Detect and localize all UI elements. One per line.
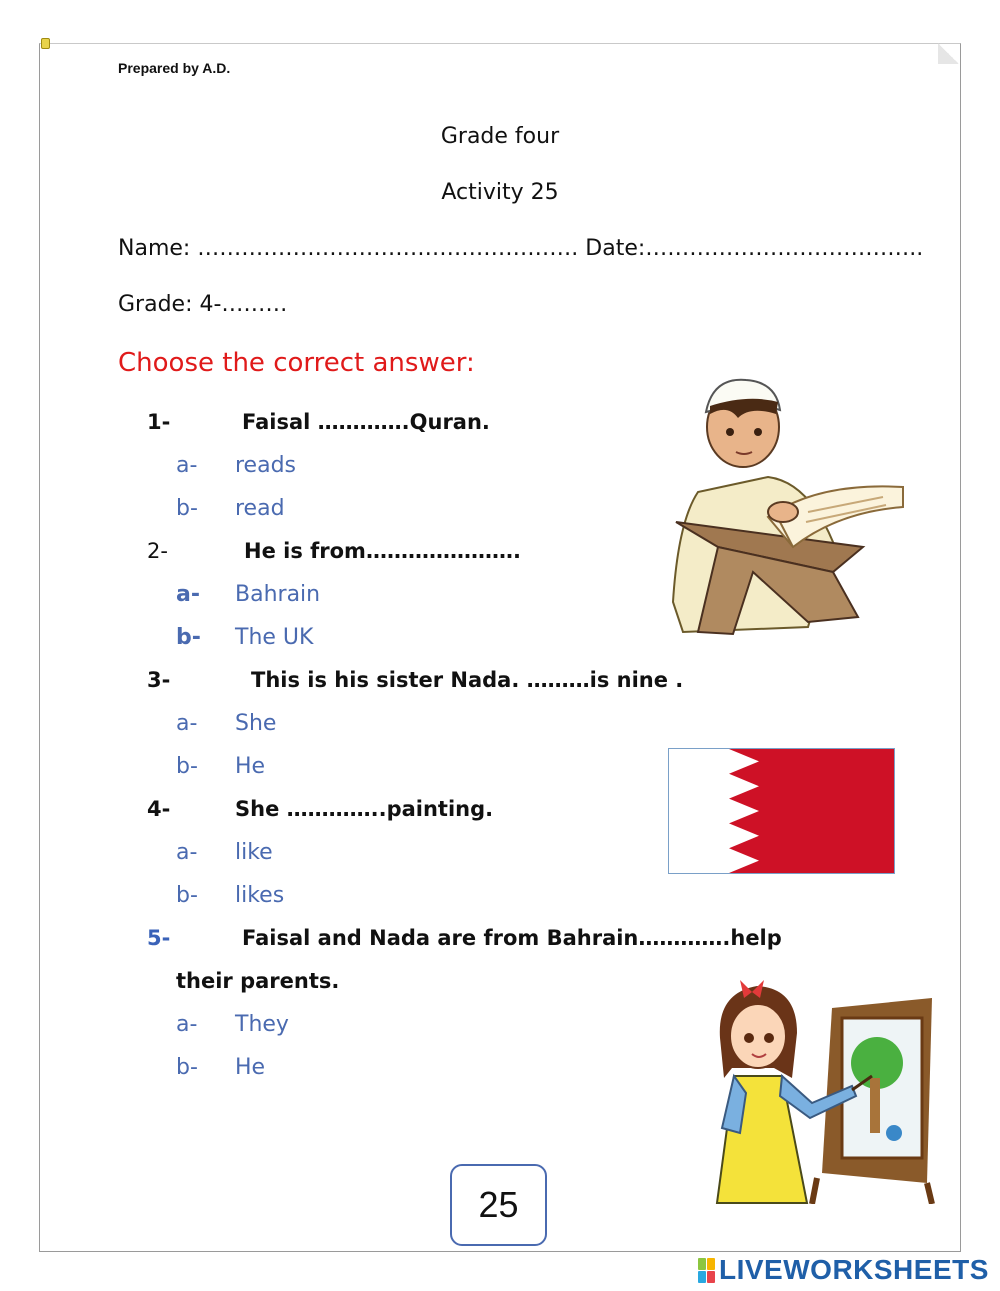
question-text: She …………..painting. — [235, 797, 494, 821]
question-number: 2- — [147, 539, 168, 563]
option-letter: a- — [176, 840, 198, 865]
option-4a[interactable] — [176, 840, 273, 865]
option-letter: b- — [176, 625, 201, 650]
question-number: 5- — [147, 926, 171, 950]
option-letter: a- — [176, 582, 200, 607]
option-text: read — [235, 496, 285, 521]
option-3b[interactable] — [176, 754, 265, 779]
question-2 — [147, 539, 521, 563]
brand-name: LIVEWORKSHEETS — [719, 1254, 989, 1285]
question-text: This is his sister Nada. ………is nine . — [251, 668, 684, 692]
logo-mark-icon — [698, 1258, 715, 1283]
option-text: like — [235, 840, 273, 865]
option-letter: b- — [176, 1055, 198, 1080]
instruction: Choose the correct answer: — [118, 348, 475, 378]
question-5-continued: their parents. — [176, 969, 340, 993]
prepared-by: Prepared by A.D. — [118, 60, 231, 76]
option-text: She — [235, 711, 277, 736]
question-3 — [147, 668, 683, 692]
question-number: 1- — [147, 410, 171, 434]
grade-field[interactable]: Grade: 4-……… — [118, 292, 288, 317]
activity-title: Activity 25 — [441, 180, 559, 205]
grade-title: Grade four — [440, 124, 560, 149]
option-4b[interactable] — [176, 883, 284, 908]
option-text: likes — [235, 883, 285, 908]
option-letter: b- — [176, 754, 198, 779]
option-text: They — [235, 1012, 289, 1037]
option-text: Bahrain — [235, 582, 321, 607]
question-text: Faisal ………….Quran. — [242, 410, 490, 434]
question-number: 4- — [147, 797, 171, 821]
option-5b[interactable] — [176, 1055, 265, 1080]
question-text: He is from…………………. — [244, 539, 521, 563]
liveworksheets-logo[interactable] — [698, 1255, 989, 1285]
option-5a[interactable] — [176, 1012, 289, 1037]
question-1 — [147, 410, 490, 434]
option-text: The UK — [235, 625, 314, 650]
question-number: 3- — [147, 668, 171, 692]
girl-painting-illustration — [712, 968, 941, 1204]
page-fold — [938, 43, 959, 64]
option-letter: b- — [176, 496, 198, 521]
option-3a[interactable] — [176, 711, 276, 736]
option-text: reads — [235, 453, 297, 478]
boy-reading-illustration — [658, 372, 914, 650]
option-letter: a- — [176, 711, 198, 736]
option-2b[interactable] — [176, 625, 313, 650]
option-2a[interactable] — [176, 582, 320, 607]
question-4 — [147, 797, 493, 821]
pin-icon — [41, 38, 50, 49]
option-text: He — [235, 754, 266, 779]
option-letter: a- — [176, 453, 198, 478]
name-date-field[interactable]: Name: ……………………………………………. Date:……………………………….. — [118, 236, 924, 261]
page-number: 25 — [450, 1164, 547, 1246]
option-1b[interactable] — [176, 496, 285, 521]
question-5 — [147, 926, 782, 950]
option-1a[interactable] — [176, 453, 296, 478]
option-text: He — [235, 1055, 266, 1080]
question-text: Faisal and Nada are from Bahrain………….help — [242, 926, 782, 950]
bahrain-flag-image — [668, 748, 895, 874]
option-letter: b- — [176, 883, 198, 908]
option-letter: a- — [176, 1012, 198, 1037]
